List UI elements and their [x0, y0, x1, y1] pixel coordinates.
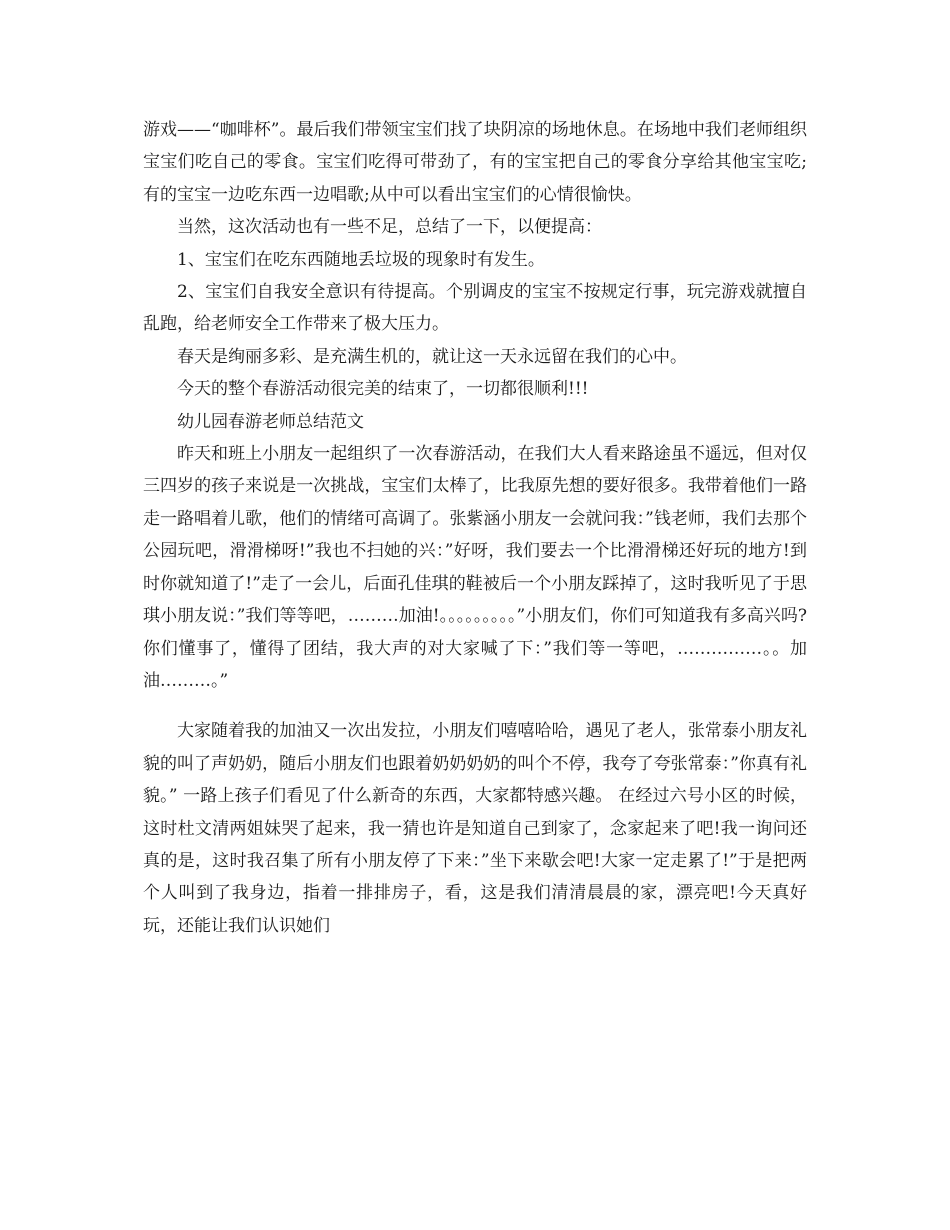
- document-body: [143, 114, 807, 942]
- paragraph-9: 大家随着我的加油又一次出发拉，小朋友们嘻嘻哈哈，遇见了老人，张常泰小朋友礼貌的叫了声奶奶，随后小朋友们也跟着奶奶奶奶的叫个不停，我夸了夸张常泰：”你真有礼貌。” 一路上孩子们看见了什么新奇的东西，大家都特感兴趣。 在经过六号小区的时候，这时杜文清两姐妹哭了起来，我一猜也许是知道自己到家了，念家起来了吧!我一询问还真的是，这时我召集了所有小朋友停了下来：”坐下来歇会吧!大家一定走累了!”于是把两个人叫到了我身边，指着一排排房子，看，这是我们清清晨晨的家，漂亮吧!今天真好玩，还能让我们认识她们: [143, 721, 807, 936]
- paragraph-3: 1、宝宝们在吃东西随地丢垃圾的现象时有发生。: [177, 249, 545, 270]
- paragraph-2: 当然，这次活动也有一些不足，总结了一下，以便提高：: [177, 217, 602, 238]
- paragraph-8: 昨天和班上小朋友一起组织了一次春游活动，在我们大人看来路途虽不遥远，但对仅三四岁的孩子来说是一次挑战，宝宝们太棒了，比我原先想的要好很多。我带着他们一路走一路唱着儿歌，他们的情绪可高调了。张紫涵小朋友一会就问我：”钱老师，我们去那个公园玩吧，滑滑梯呀!”我也不扫她的兴：”好呀，我们要去一个比滑滑梯还好玩的地方!到时你就知道了!”走了一会儿，后面孔佳琪的鞋被后一个小朋友踩掉了，这时我听见了于思琪小朋友说：”我们等等吧，………加油!。。。。。。。。。”小朋友们，你们可知道我有多高兴吗?你们懂事了，懂得了团结，我大声的对大家喊了下：”我们等一等吧，……………。。加油………。”: [143, 444, 807, 691]
- paragraph-6: 今天的整个春游活动很完美的结束了，一切都很顺利!!!: [177, 379, 589, 400]
- paragraph-4: 2、宝宝们自我安全意识有待提高。个别调皮的宝宝不按规定行事，玩完游戏就擅自乱跑，给老师安全工作带来了极大压力。: [143, 282, 807, 335]
- paragraph-1: 游戏——“咖啡杯”。最后我们带领宝宝们找了块阴凉的场地休息。在场地中我们老师组织宝宝们吃自己的零食。宝宝们吃得可带劲了，有的宝宝把自己的零食分享给其他宝宝吃;有的宝宝一边吃东西一边唱歌;从中可以看出宝宝们的心情很愉快。: [143, 120, 807, 205]
- paragraph-5: 春天是绚丽多彩、是充满生机的，就让这一天永远留在我们的心中。: [177, 346, 687, 367]
- section-title: 幼儿园春游老师总结范文: [177, 411, 364, 432]
